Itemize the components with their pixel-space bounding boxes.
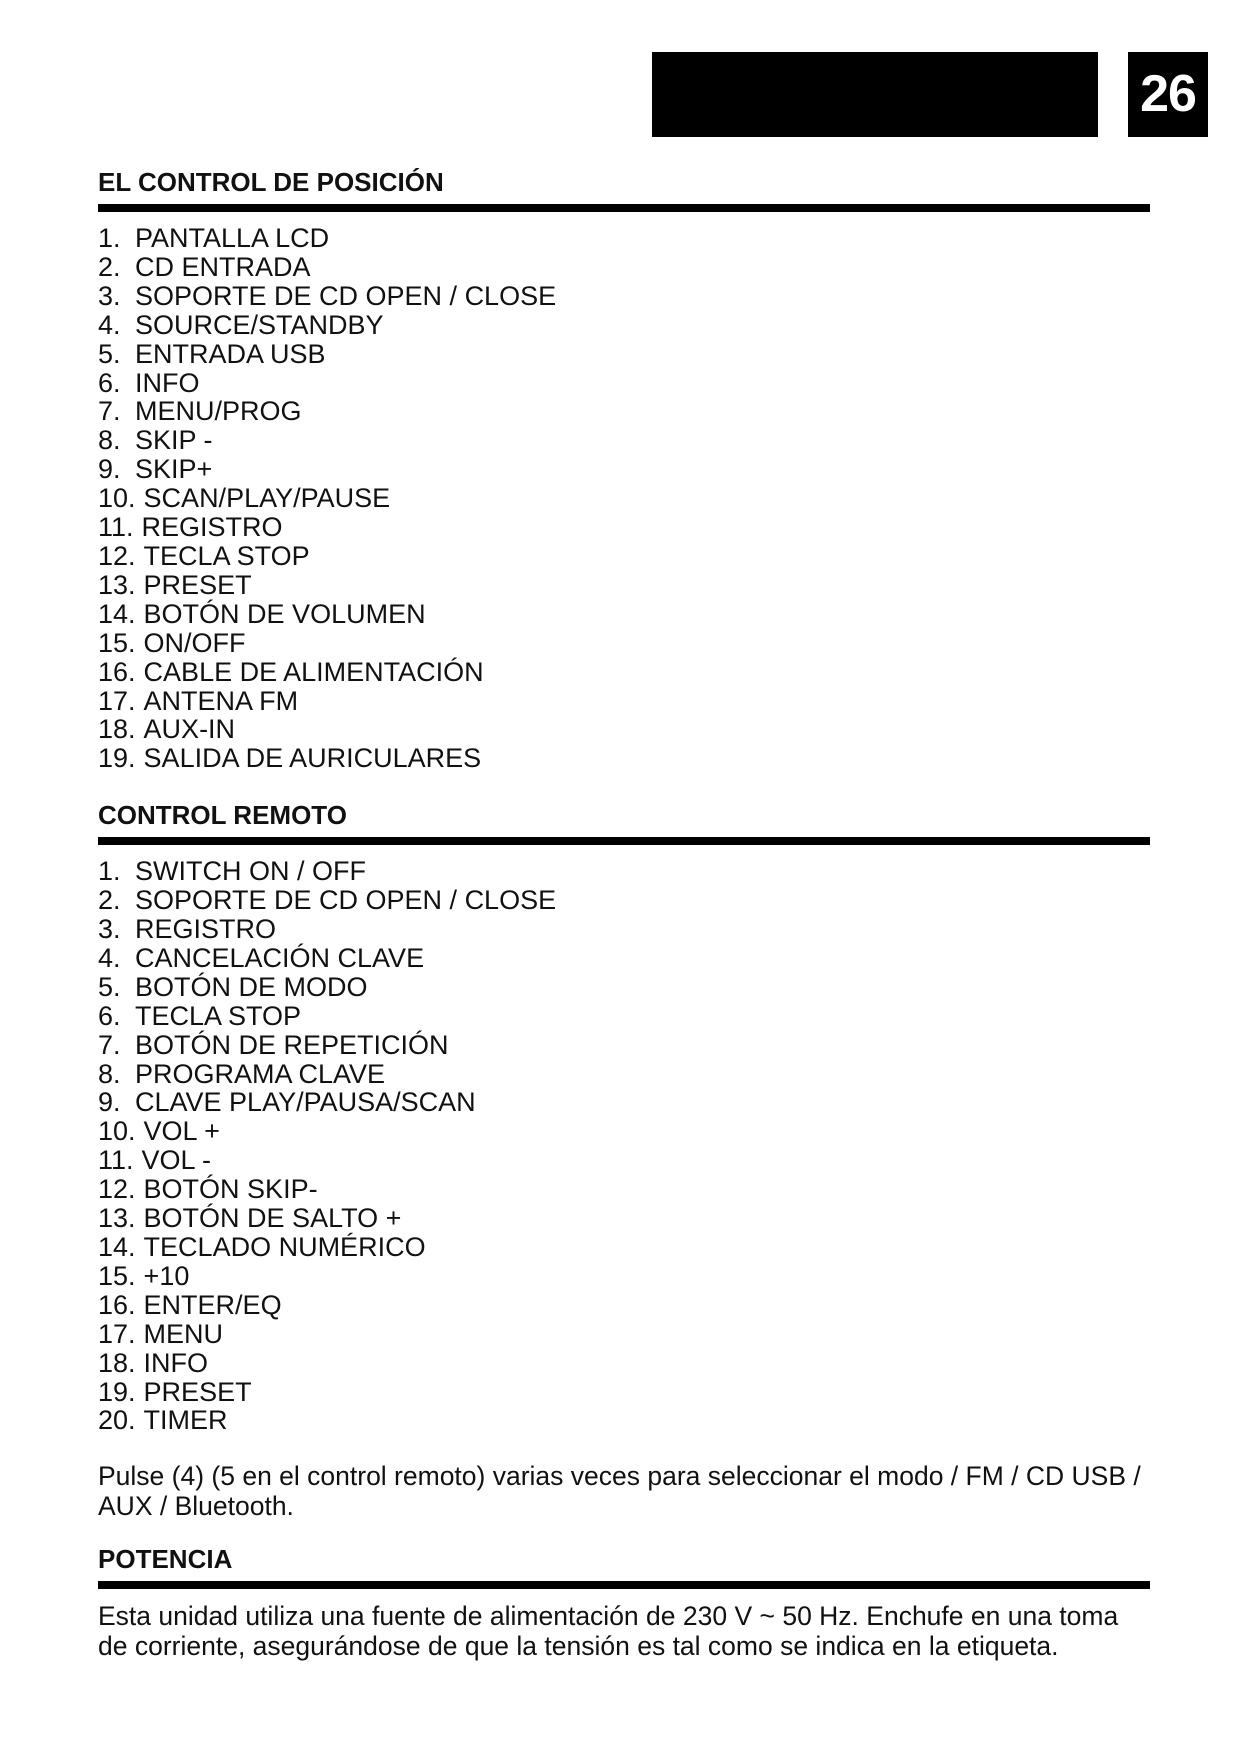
list-item xyxy=(98,1406,1150,1435)
list-item-number: 8. xyxy=(98,1058,121,1089)
list-item-label: PRESET xyxy=(143,569,252,600)
list-item-number: 10. xyxy=(98,1116,136,1147)
list-item xyxy=(98,715,1150,744)
list-item-label: BOTÓN DE MODO xyxy=(135,971,368,1002)
position-control-list xyxy=(98,212,1150,773)
list-item xyxy=(98,687,1150,716)
section-title-remote-control: CONTROL REMOTO xyxy=(98,799,1150,845)
list-item xyxy=(98,1204,1150,1233)
list-item xyxy=(98,1233,1150,1262)
mode-selection-note: Pulse (4) (5 en el control remoto) varias veces para seleccionar el modo / FM / CD USB / AUX / Bluetooth. xyxy=(98,1461,1141,1522)
list-item xyxy=(98,397,1150,426)
section-title-position-control: EL CONTROL DE POSICIÓN xyxy=(98,166,1150,212)
list-item-number: 17. xyxy=(98,685,136,716)
list-item-label: PRESET xyxy=(143,1376,252,1407)
list-item-label: ENTER/EQ xyxy=(143,1289,282,1320)
list-item-label: VOL + xyxy=(143,1116,220,1147)
list-item xyxy=(98,224,1150,253)
list-item xyxy=(98,600,1150,629)
list-item-number: 7. xyxy=(98,396,121,427)
list-item-number: 15. xyxy=(98,627,136,658)
list-item-label: MENU/PROG xyxy=(135,396,302,427)
list-item-number: 20. xyxy=(98,1405,136,1436)
list-item-number: 6. xyxy=(98,367,121,398)
list-item-label: REGISTRO xyxy=(135,914,277,945)
list-item-label: SOPORTE DE CD OPEN / CLOSE xyxy=(135,280,557,311)
list-item xyxy=(98,1002,1150,1031)
list-item-number: 7. xyxy=(98,1029,121,1060)
list-item-number: 2. xyxy=(98,885,121,916)
list-item-number: 4. xyxy=(98,942,121,973)
list-item-label: TECLA STOP xyxy=(143,540,310,571)
list-item-number: 19. xyxy=(98,743,136,774)
list-item-number: 2. xyxy=(98,251,121,282)
list-item-label: AUX-IN xyxy=(143,714,236,745)
list-item-number: 14. xyxy=(98,598,136,629)
list-item-label: TIMER xyxy=(143,1405,228,1436)
list-item xyxy=(98,658,1150,687)
list-item-label: SKIP - xyxy=(135,425,213,456)
list-item-label: CLAVE PLAY/PAUSA/SCAN xyxy=(135,1087,476,1118)
list-item xyxy=(98,1060,1150,1089)
list-item-label: PANTALLA LCD xyxy=(135,223,330,253)
list-item-label: CANCELACIÓN CLAVE xyxy=(135,942,425,973)
list-item-number: 10. xyxy=(98,483,136,514)
page-content xyxy=(98,166,1150,1661)
list-item-label: CABLE DE ALIMENTACIÓN xyxy=(143,656,484,687)
list-item-label: INFO xyxy=(143,1347,209,1378)
list-item-label: TECLADO NUMÉRICO xyxy=(143,1232,426,1262)
list-item-number: 9. xyxy=(98,454,121,485)
list-item-label: CD ENTRADA xyxy=(135,251,311,282)
list-item-label: TECLA STOP xyxy=(135,1000,302,1031)
list-item xyxy=(98,1349,1150,1378)
list-item xyxy=(98,282,1150,311)
list-item-number: 1. xyxy=(98,223,121,253)
list-item-label: BOTÓN SKIP- xyxy=(143,1174,318,1205)
list-item xyxy=(98,1262,1150,1291)
list-item xyxy=(98,944,1150,973)
list-item-number: 16. xyxy=(98,1289,136,1320)
list-item-number: 12. xyxy=(98,1174,136,1205)
list-item xyxy=(98,253,1150,282)
list-item-number: 18. xyxy=(98,1347,136,1378)
list-item-label: SCAN/PLAY/PAUSE xyxy=(143,483,391,514)
list-item xyxy=(98,886,1150,915)
list-item-number: 13. xyxy=(98,569,136,600)
list-item-label: BOTÓN DE REPETICIÓN xyxy=(135,1029,449,1060)
list-item xyxy=(98,1320,1150,1349)
list-item-number: 8. xyxy=(98,425,121,456)
power-description: Esta unidad utiliza una fuente de alimentación de 230 V ~ 50 Hz. Enchufe en una toma de corriente, asegurándose de que la tensión es tal como se indica en la etiqueta. xyxy=(98,1601,1119,1662)
list-item xyxy=(98,915,1150,944)
list-item-number: 5. xyxy=(98,338,121,369)
list-item xyxy=(98,455,1150,484)
list-item xyxy=(98,340,1150,369)
list-item-label: PROGRAMA CLAVE xyxy=(135,1058,386,1089)
list-item-label: VOL - xyxy=(141,1145,212,1176)
list-item xyxy=(98,426,1150,455)
list-item xyxy=(98,513,1150,542)
list-item-number: 5. xyxy=(98,971,121,1002)
list-item-number: 16. xyxy=(98,656,136,687)
list-item-label: +10 xyxy=(143,1260,190,1291)
list-item-number: 9. xyxy=(98,1087,121,1118)
list-item xyxy=(98,542,1150,571)
list-item-label: ANTENA FM xyxy=(143,685,299,716)
list-item xyxy=(98,1175,1150,1204)
list-item-label: INFO xyxy=(135,367,200,398)
list-item-label: ON/OFF xyxy=(143,627,246,658)
list-item-label: SKIP+ xyxy=(135,454,213,485)
list-item-label: SOPORTE DE CD OPEN / CLOSE xyxy=(135,885,557,916)
list-item xyxy=(98,369,1150,398)
list-item-number: 14. xyxy=(98,1232,136,1262)
list-item-number: 1. xyxy=(98,856,121,887)
list-item-label: REGISTRO xyxy=(141,512,283,543)
list-item-number: 18. xyxy=(98,714,136,745)
section-power xyxy=(98,1543,1150,1661)
list-item xyxy=(98,311,1150,340)
list-item-number: 6. xyxy=(98,1000,121,1031)
page-number: 26 xyxy=(1128,52,1208,137)
list-item xyxy=(98,744,1150,773)
list-item-number: 17. xyxy=(98,1318,136,1349)
list-item-number: 11. xyxy=(98,512,134,543)
list-item xyxy=(98,629,1150,658)
list-item xyxy=(98,1088,1150,1117)
list-item xyxy=(98,1117,1150,1146)
list-item xyxy=(98,571,1150,600)
header-bar xyxy=(652,52,1098,137)
section-title-power: POTENCIA xyxy=(98,1543,1150,1589)
list-item xyxy=(98,1146,1150,1175)
list-item-number: 3. xyxy=(98,914,121,945)
list-item-label: SOURCE/STANDBY xyxy=(135,309,384,340)
list-item-label: SWITCH ON / OFF xyxy=(135,856,366,887)
list-item-number: 11. xyxy=(98,1145,134,1176)
list-item xyxy=(98,1031,1150,1060)
remote-control-list xyxy=(98,845,1150,1435)
list-item-number: 15. xyxy=(98,1260,136,1291)
list-item-number: 19. xyxy=(98,1376,136,1407)
list-item xyxy=(98,1291,1150,1320)
list-item xyxy=(98,857,1150,886)
list-item-number: 3. xyxy=(98,280,121,311)
list-item-label: BOTÓN DE SALTO + xyxy=(143,1203,402,1234)
list-item-label: MENU xyxy=(143,1318,224,1349)
list-item-label: ENTRADA USB xyxy=(135,338,326,369)
section-position-control xyxy=(98,166,1150,773)
list-item xyxy=(98,1378,1150,1407)
list-item-label: BOTÓN DE VOLUMEN xyxy=(143,598,426,629)
list-item-number: 4. xyxy=(98,309,121,340)
list-item-number: 12. xyxy=(98,540,136,571)
list-item xyxy=(98,484,1150,513)
list-item-label: SALIDA DE AURICULARES xyxy=(143,743,482,774)
list-item-number: 13. xyxy=(98,1203,136,1234)
section-remote-control xyxy=(98,799,1150,1521)
list-item xyxy=(98,973,1150,1002)
